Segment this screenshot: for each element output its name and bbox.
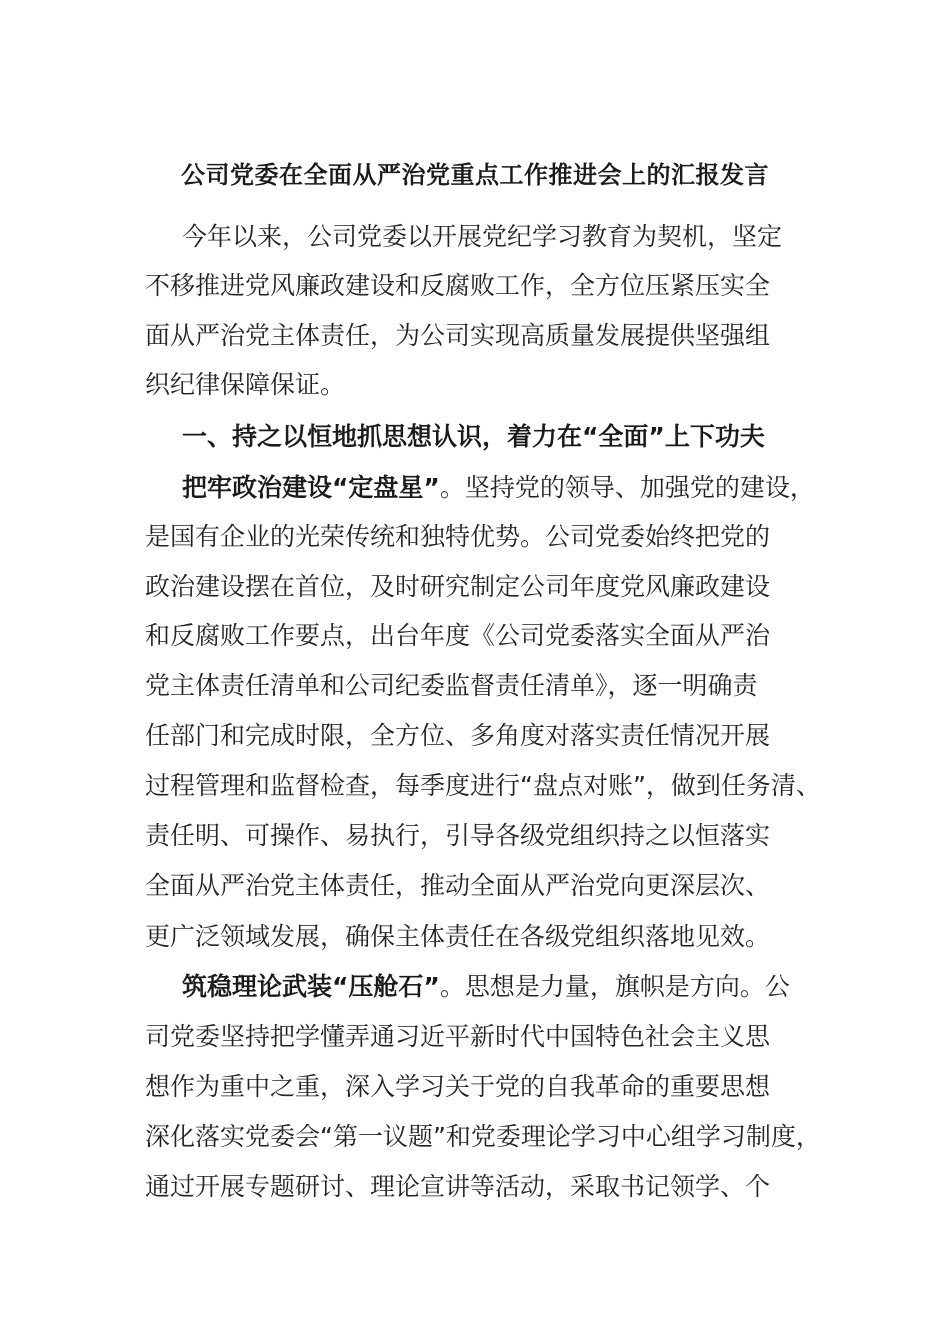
paragraph-line: 是国有企业的光荣传统和独特优势。公司党委始终把党的 (145, 522, 771, 551)
paragraph-line: 政治建设摆在首位，及时研究制定公司年度党风廉政建设 (145, 572, 771, 601)
paragraph-lead: 把牢政治建设“定盘星” (182, 473, 440, 502)
paragraph-intro-line: 织纪律保障保证。 (145, 370, 346, 399)
paragraph-line: 和反腐败工作要点，出台年度《公司党委落实全面从严治 (145, 621, 771, 650)
paragraph-line: 更广泛领域发展，确保主体责任在各级党组织落地见效。 (145, 922, 771, 951)
paragraph-line: 深化落实党委会“第一议题”和党委理论学习中心组学习制度， (145, 1122, 821, 1151)
paragraph-line: 过程管理和监督检查，每季度进行“盘点对账”，做到任务清、 (145, 771, 821, 800)
paragraph-intro-line: 今年以来，公司党委以开展党纪学习教育为契机，坚定 (182, 222, 783, 251)
paragraph-line: 通过开展专题研讨、理论宣讲等活动，采取书记领学、个 (145, 1172, 771, 1201)
paragraph-lead: 筑稳理论武装“压舱石” (182, 972, 440, 1001)
paragraph-text: 。坚持党的领导、加强党的建设， (439, 473, 815, 502)
paragraph-line: 任部门和完成时限，全方位、多角度对落实责任情况开展 (145, 721, 771, 750)
paragraph-line (182, 968, 790, 1006)
paragraph-intro-line: 不移推进党风廉政建设和反腐败工作，全方位压紧压实全 (145, 271, 771, 300)
paragraph-line: 责任明、可操作、易执行，引导各级党组织持之以恒落实 (145, 821, 771, 850)
section-heading: 一、持之以恒地抓思想认识，着力在“全面”上下功夫 (182, 422, 765, 451)
paragraph-line: 想作为重中之重，深入学习关于党的自我革命的重要思想 (145, 1072, 771, 1101)
paragraph-line: 党主体责任清单和公司纪委监督责任清单》，逐一明确责 (145, 671, 758, 700)
paragraph-text: 。思想是力量，旗帜是方向。公 (439, 972, 790, 1001)
paragraph-line: 全面从严治党主体责任，推动全面从严治党向更深层次、 (145, 871, 771, 900)
paragraph-intro-line: 面从严治党主体责任，为公司实现高质量发展提供坚强组 (145, 321, 771, 350)
paragraph-line (182, 469, 815, 507)
paragraph-line: 司党委坚持把学懂弄通习近平新时代中国特色社会主义思 (145, 1022, 771, 1051)
page-title: 公司党委在全面从严治党重点工作推进会上的汇报发言 (181, 161, 769, 189)
